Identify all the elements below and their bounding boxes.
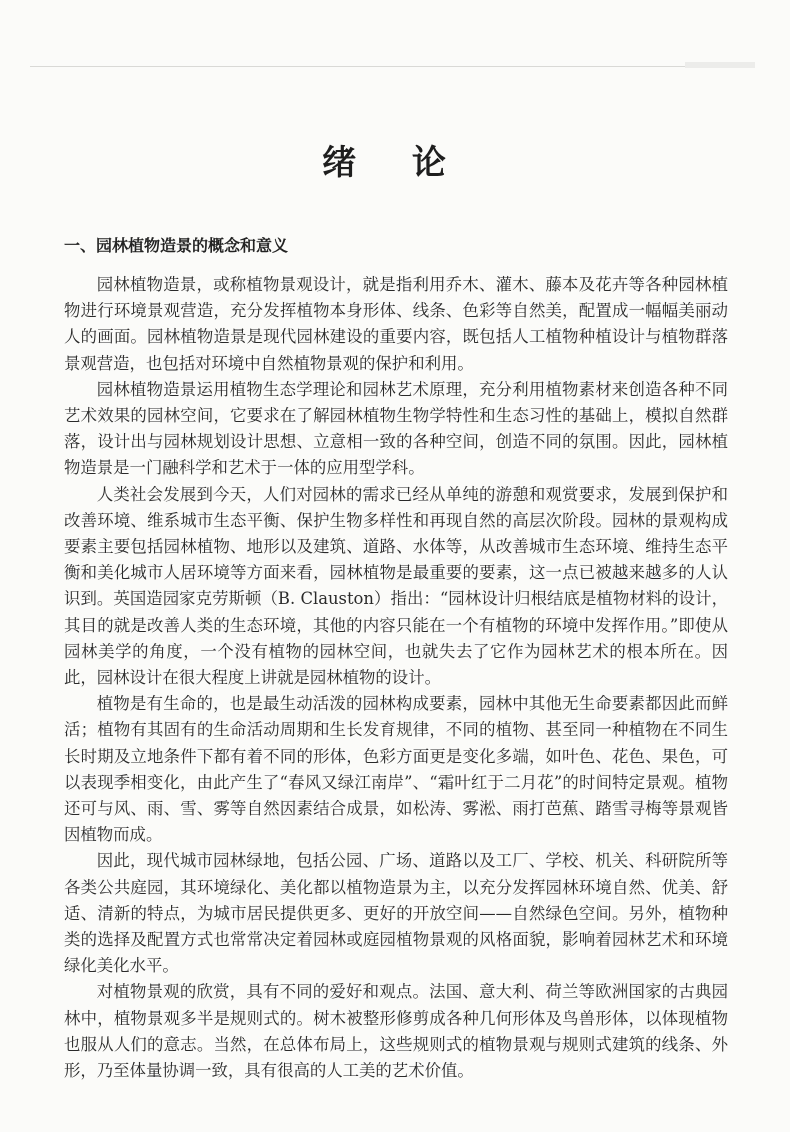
body-text bbox=[64, 272, 728, 1084]
section-heading: 一、园林植物造景的概念和意义 bbox=[64, 236, 289, 255]
paragraph-3: 人类社会发展到今天，人们对园林的需求已经从单纯的游憩和观赏要求，发展到保护和改善环境、维系城市生态平衡、保护生物多样性和再现自然的高层次阶段。园林的景观构成要素主要包括园林植物、地形以及建筑、道路、水体等，从改善城市生态环境、维持生态平衡和美化城市人居环境等方面来看，园林植物是最重要的要素，这一点已被越来越多的人认识到。英国造园家克劳斯顿（B. Clauston）指出：“园林设计归根结底是植物材料的设计，其目的就是改善人类的生态环境，其他的内容只能在一个有植物的环境中发挥作用。”即使从园林美学的角度，一个没有植物的园林空间，也就失去了它作为园林艺术的根本所在。因此，园林设计在很大程度上讲就是园林植物的设计。 bbox=[64, 484, 728, 688]
page-title: 绪 论 bbox=[322, 143, 468, 183]
paragraph-6: 对植物景观的欣赏，具有不同的爱好和观点。法国、意大利、荷兰等欧洲国家的古典园林中，植物景观多半是规则式的。树木被整形修剪成各种几何形体及鸟兽形体，以体现植物也服从人们的意志。当然，在总体布局上，这些规则式的植物景观与规则式建筑的线条、外形，乃至体量协调一致，具有很高的人工美的艺术价值。 bbox=[64, 982, 728, 1081]
header-rule bbox=[30, 66, 755, 67]
paragraph-2: 园林植物造景运用植物生态学理论和园林艺术原理，充分利用植物素材来创造各种不同艺术效果的园林空间，它要求在了解园林植物生物学特性和生态习性的基础上，模拟自然群落，设计出与园林规划设计思想、立意相一致的各种空间，创造不同的氛围。因此，园林植物造景是一门融科学和艺术于一体的应用型学科。 bbox=[64, 379, 728, 478]
paragraph-5: 因此，现代城市园林绿地，包括公园、广场、道路以及工厂、学校、机关、科研院所等各类公共庭园，其环境绿化、美化都以植物造景为主，以充分发挥园林环境自然、优美、舒适、清新的特点，为城市居民提供更多、更好的开放空间——自然绿色空间。另外，植物种类的选择及配置方式也常常决定着园林或庭园植物景观的风格面貌，影响着园林艺术和环境绿化美化水平。 bbox=[64, 851, 728, 976]
paragraph-4: 植物是有生命的，也是最生动活泼的园林构成要素，园林中其他无生命要素都因此而鲜活；植物有其固有的生命活动周期和生长发育规律，不同的植物、甚至同一种植物在不同生长时期及立地条件下都有着不同的形体，色彩方面更是变化多端，如叶色、花色、果色，可以表现季相变化，由此产生了“春风又绿江南岸”、“霜叶红于二月花”的时间特定景观。植物还可与风、雨、雪、雾等自然因素结合成景，如松涛、雾淞、雨打芭蕉、踏雪寻梅等景观皆因植物而成。 bbox=[64, 694, 728, 845]
paragraph-1: 园林植物造景，或称植物景观设计，就是指利用乔木、灌木、藤本及花卉等各种园林植物进行环境景观营造，充分发挥植物本身形体、线条、色彩等自然美，配置成一幅幅美丽动人的画面。园林植物造景是现代园林建设的重要内容，既包括人工植物种植设计与植物群落景观营造，也包括对环境中自然植物景观的保护和利用。 bbox=[64, 275, 728, 373]
